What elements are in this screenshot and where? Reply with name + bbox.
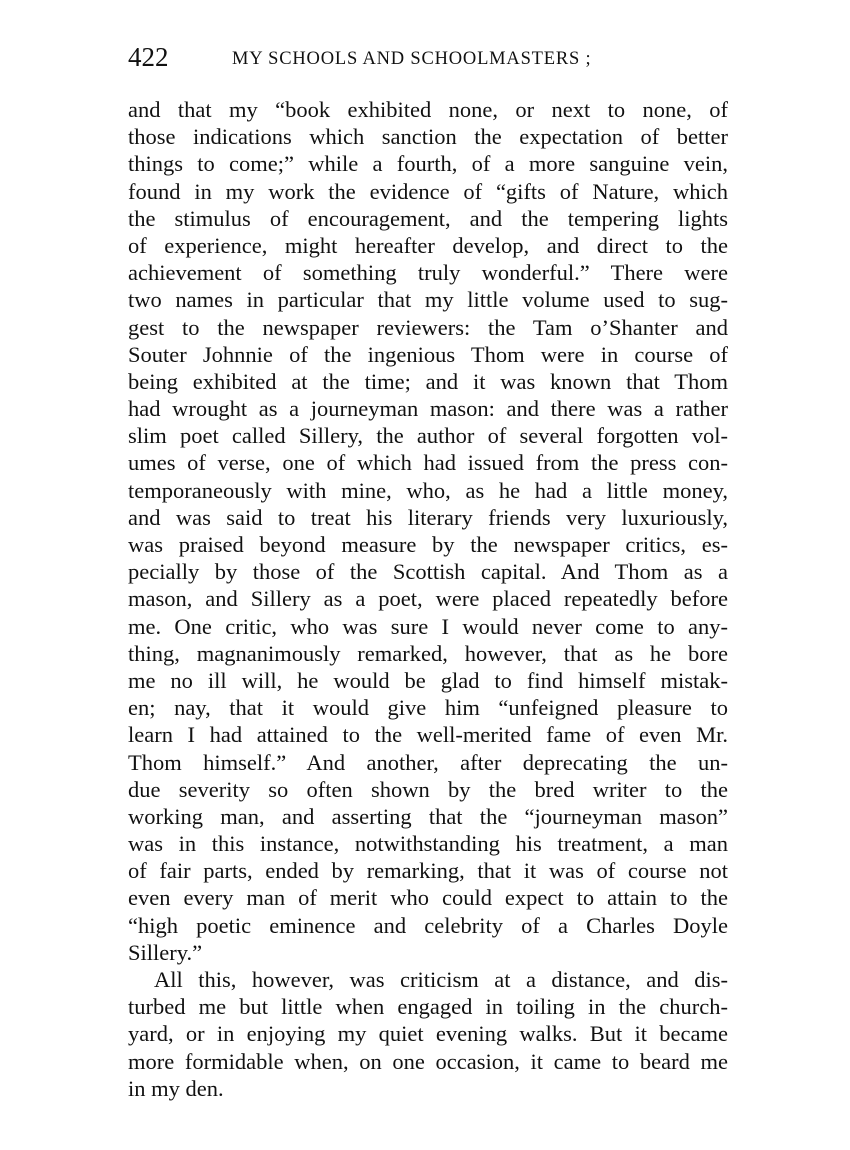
text-line: even every man of merit who could expect to attain to the <box>128 885 728 911</box>
text-line: me no ill will, he would be glad to find himself mistak- <box>128 667 728 693</box>
text-line: All this, however, was criticism at a distance, and dis- <box>154 967 728 992</box>
text-line: due severity so often shown by the bred writer to the <box>128 776 728 802</box>
text-line: had wrought as a journeyman mason: and there was a rather <box>128 396 728 422</box>
text-line: pecially by those of the Scottish capital. And Thom as a <box>128 559 728 585</box>
body-text <box>128 96 728 1102</box>
text-line: more formidable when, on one occasion, it came to beard me <box>128 1048 728 1074</box>
text-line: two names in particular that my little volume used to sug- <box>128 287 728 313</box>
text-line: and that my “book exhibited none, or next to none, of <box>128 97 728 122</box>
text-line: mason, and Sillery as a poet, were placed repeatedly before <box>128 586 728 612</box>
text-line: temporaneously with mine, who, as he had a little money, <box>128 477 728 503</box>
text-line: Souter Johnnie of the ingenious Thom were in course of <box>128 341 728 367</box>
text-line: achievement of something truly wonderful.” There were <box>128 260 728 286</box>
text-line: was in this instance, notwithstanding his treatment, a man <box>128 831 728 857</box>
text-line: found in my work the evidence of “gifts of Nature, which <box>128 178 728 204</box>
text-line: was praised beyond measure by the newspaper critics, es- <box>128 532 728 557</box>
text-line: of experience, might hereafter develop, and direct to the <box>128 232 728 258</box>
text-line: me. One critic, who was sure I would never come to any- <box>128 613 728 639</box>
text-line: en; nay, that it would give him “unfeigned pleasure to <box>128 695 728 721</box>
running-title: MY SCHOOLS AND SCHOOLMASTERS ; <box>232 49 592 69</box>
page-number: 422 <box>128 42 169 72</box>
text-line: being exhibited at the time; and it was known that Thom <box>128 368 728 394</box>
text-line: those indications which sanction the expectation of better <box>128 124 728 150</box>
text-line: slim poet called Sillery, the author of several forgotten vol- <box>128 423 728 449</box>
text-line: learn I had attained to the well-merited fame of even Mr. <box>128 722 728 748</box>
running-head <box>128 40 728 74</box>
text-line: working man, and asserting that the “journeyman mason” <box>128 803 728 829</box>
text-line: “high poetic eminence and celebrity of a Charles Doyle <box>128 912 728 938</box>
paragraph <box>128 966 728 1102</box>
text-line: in my den. <box>128 1075 224 1101</box>
text-line: and was said to treat his literary friends very luxuriously, <box>128 504 728 530</box>
text-line: things to come;” while a fourth, of a more sanguine vein, <box>128 151 728 177</box>
text-line: thing, magnanimously remarked, however, that as he bore <box>128 640 728 666</box>
text-line: yard, or in enjoying my quiet evening walks. But it became <box>128 1021 728 1047</box>
text-line: of fair parts, ended by remarking, that it was of course not <box>128 858 728 884</box>
text-line: the stimulus of encouragement, and the tempering lights <box>128 205 728 231</box>
text-line: gest to the newspaper reviewers: the Tam o’Shanter and <box>128 314 728 340</box>
text-line: Sillery.” <box>128 939 203 965</box>
text-line: umes of verse, one of which had issued from the press con- <box>128 450 728 476</box>
text-line: turbed me but little when engaged in toiling in the church- <box>128 994 728 1020</box>
text-line: Thom himself.” And another, after deprecating the un- <box>128 749 728 775</box>
paragraph <box>128 96 728 966</box>
